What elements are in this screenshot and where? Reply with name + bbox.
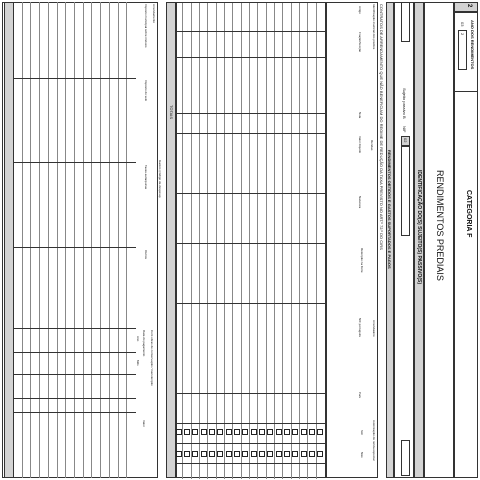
bottom-col-line (14, 352, 136, 353)
bottom-row-line (30, 2, 31, 478)
bottom-row-line (118, 2, 119, 478)
col-ano: Ano (136, 336, 140, 342)
bottom-row-line (39, 2, 40, 478)
checkbox-sim[interactable] (318, 429, 324, 435)
bottom-row-line (126, 2, 127, 478)
checkbox-sim[interactable] (218, 429, 224, 435)
grid-row-line (291, 3, 292, 479)
col-fracao: Fração/Secção (358, 32, 362, 53)
checkbox-sim[interactable] (209, 429, 215, 435)
checkbox-nao[interactable] (268, 451, 274, 457)
bottom-row-line (57, 2, 58, 478)
bottom-row-line (48, 2, 49, 478)
checkbox-sim[interactable] (176, 429, 182, 435)
col-valor: Valor (142, 420, 146, 427)
col-identification: Identificação matricial dos prédios (372, 4, 376, 50)
grid-row-line (216, 3, 217, 479)
grid-row-line (207, 3, 208, 479)
totals-label: TOTAIS (169, 105, 174, 120)
checkbox-sim[interactable] (268, 429, 274, 435)
grid-row-line (307, 3, 308, 479)
col-arrendatario: Arrendatário (372, 320, 376, 337)
col-imposto-municipal: Imposto municipal sobre imóveis (144, 4, 148, 48)
grid-row-line (282, 3, 283, 479)
nif-code: 02 (403, 138, 408, 143)
col-mes: Mês (136, 360, 140, 366)
grid-row-line (199, 3, 200, 479)
data-grid (176, 2, 326, 478)
checkbox-sim[interactable] (301, 429, 307, 435)
checkbox-sim[interactable] (193, 429, 199, 435)
grid-row-line (274, 3, 275, 479)
checkbox-nao[interactable] (251, 451, 257, 457)
checkbox-sim[interactable] (259, 429, 265, 435)
grid-row-line (316, 3, 317, 479)
bottom-totals-row (4, 2, 14, 478)
col-taxas: Taxas autárquicas (144, 165, 148, 190)
grid-col-line (175, 243, 325, 244)
grid-col-line (175, 133, 325, 134)
checkbox-sim[interactable] (251, 429, 257, 435)
bottom-header: Arrendamento (152, 4, 156, 24)
bottom-row-line (22, 2, 23, 478)
passive-label: Sujeito passivo B (402, 88, 407, 119)
col-valor-bruto: Valor ilíquido (358, 136, 362, 154)
col-nula: Nula (358, 112, 362, 119)
grid-col-line (175, 463, 325, 464)
year-prefix: 2 (460, 33, 465, 36)
grid-col-line (175, 423, 325, 424)
table-title: RENDIMENTOS OBTIDOS E GASTOS SUPORTADOS E PAGOS (387, 150, 392, 269)
bottom-col-line (14, 162, 136, 163)
nif-band (394, 2, 414, 478)
grid-row-line (224, 3, 225, 479)
category-code: 2 (466, 4, 472, 8)
checkbox-nao[interactable] (309, 451, 315, 457)
checkbox-nao[interactable] (259, 451, 265, 457)
checkbox-sim[interactable] (276, 429, 282, 435)
col-nao: Não (360, 452, 364, 458)
year-label: ANO DOS RENDIMENTOS (470, 20, 475, 70)
id-input-b[interactable] (401, 440, 410, 476)
bottom-grid (4, 2, 136, 478)
checkbox-sim[interactable] (284, 429, 290, 435)
checkbox-sim[interactable] (184, 429, 190, 435)
checkbox-nao[interactable] (176, 451, 182, 457)
nif-input[interactable] (401, 146, 410, 236)
checkbox-sim[interactable] (309, 429, 315, 435)
grid-col-line (175, 393, 325, 394)
checkbox-nao[interactable] (293, 451, 299, 457)
nif-label: NIF (402, 126, 407, 133)
checkbox-nao[interactable] (318, 451, 324, 457)
table-subtitle: CONTRATOS DE ARRENDAMENTO QUE NÃO BENEFICIAM DO REGIME DE REDUÇÃO DA TAXA PREVISTO NO ART.º 72.º DO CIRS (379, 4, 384, 250)
checkbox-sim[interactable] (234, 429, 240, 435)
bottom-row-line (74, 2, 75, 478)
grid-row-line (241, 3, 242, 479)
col-autorizacao: Autorização de renda especial (372, 420, 376, 461)
grid-row-line (257, 3, 258, 479)
checkbox-nao[interactable] (284, 451, 290, 457)
grid-col-line (175, 31, 325, 32)
grid-col-line (175, 193, 325, 194)
checkbox-nao[interactable] (184, 451, 190, 457)
col-outros: Outros (144, 250, 148, 260)
checkbox-sim[interactable] (243, 429, 249, 435)
bottom-col-line (14, 328, 136, 329)
grid-col-line (175, 443, 325, 444)
grid-row-line (249, 3, 250, 479)
section-id-title: IDENTIFICAÇÃO DO(S) SUJEITO(S) PASSIVO(S) (416, 170, 422, 284)
checkbox-nao[interactable] (218, 451, 224, 457)
checkbox-nao[interactable] (193, 451, 199, 457)
grid-col-line (175, 57, 325, 58)
category-title: CATEGORIA F (465, 190, 472, 238)
grid-col-line (175, 303, 325, 304)
checkbox-sim[interactable] (226, 429, 232, 435)
totals-row (166, 2, 176, 478)
form-title: RENDIMENTOS PREDIAIS (435, 170, 445, 281)
checkbox-nao[interactable] (226, 451, 232, 457)
grid-col-line (175, 113, 325, 114)
bottom-col-line (14, 247, 136, 248)
bottom-col-line (14, 398, 136, 399)
grid-row-line (232, 3, 233, 479)
col-retencao: Retenção na fonte (360, 248, 364, 273)
col-pais: País (358, 392, 362, 399)
bottom-col-line (14, 374, 136, 375)
checkbox-sim[interactable] (201, 429, 207, 435)
year-field-code: 03 (460, 22, 465, 27)
grid-row-line (299, 3, 300, 479)
bottom-col-line (14, 412, 136, 413)
col-imposto-selo: Imposto do selo (144, 80, 148, 102)
checkbox-nao[interactable] (243, 451, 249, 457)
bottom-row-line (91, 2, 92, 478)
checkbox-sim[interactable] (293, 429, 299, 435)
col-artigo: Artigo (358, 6, 362, 14)
bottom-row-line (65, 2, 66, 478)
col-conservacao: Com obras de conservação / manutenção (150, 330, 154, 386)
column-header-row (326, 2, 378, 478)
col-sim: Sim (360, 430, 364, 436)
year-input[interactable] (458, 30, 467, 70)
checkbox-nao[interactable] (209, 451, 215, 457)
checkbox-nao[interactable] (301, 451, 307, 457)
group2-label: Gastos (código da despesa) (158, 160, 162, 198)
grid-row-line (182, 3, 183, 479)
checkbox-nao[interactable] (201, 451, 207, 457)
grid-row-line (266, 3, 267, 479)
checkbox-nao[interactable] (234, 451, 240, 457)
bottom-row-line (109, 2, 110, 478)
id-input-a[interactable] (401, 2, 410, 42)
col-datas: Data do pagamento (142, 330, 146, 357)
bottom-row-line (83, 2, 84, 478)
bottom-col-line (14, 78, 136, 79)
grid-row-line (191, 3, 192, 479)
col-rendas: Rendas (370, 140, 374, 151)
col-nif-portugues: NIF português (358, 318, 362, 338)
col-natureza: Natureza (358, 196, 362, 209)
bottom-row-line (100, 2, 101, 478)
checkbox-nao[interactable] (276, 451, 282, 457)
